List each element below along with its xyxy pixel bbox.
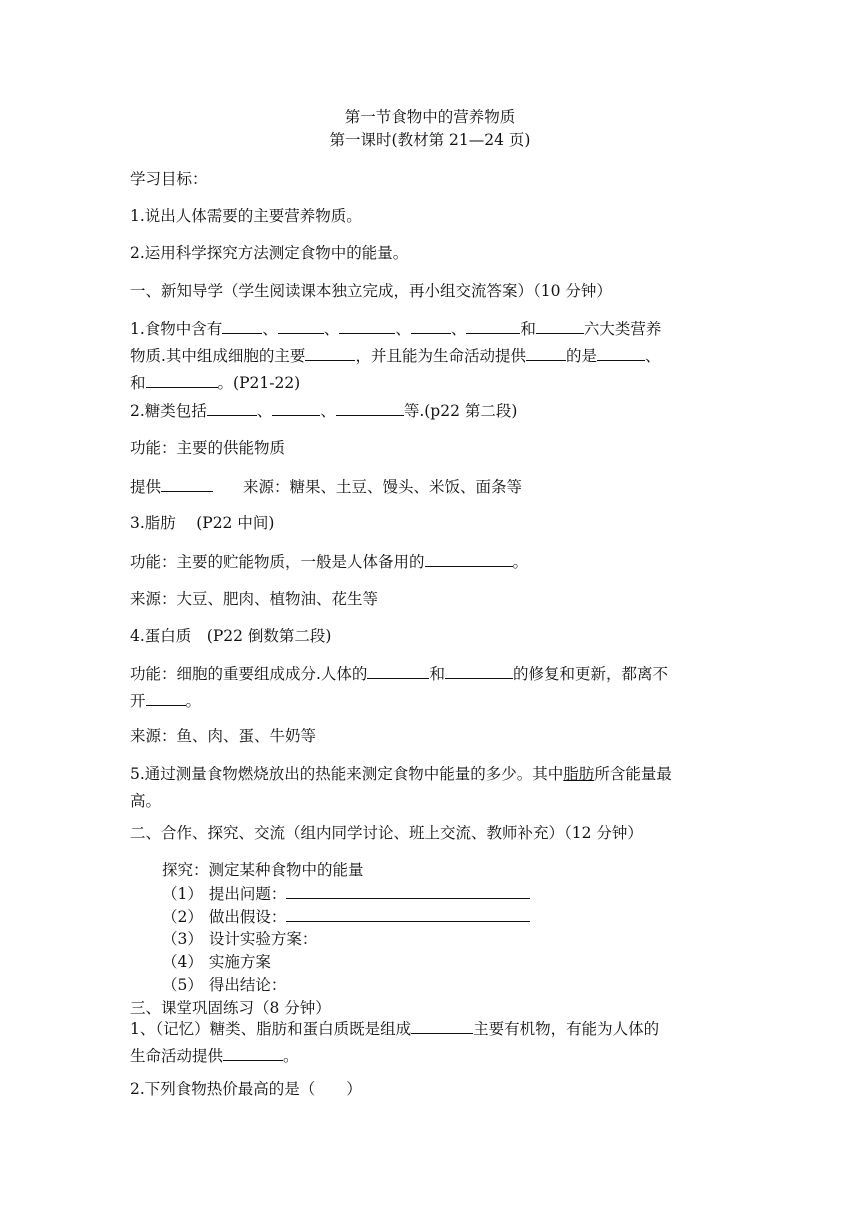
sugar-source: 来源：糖果、土豆、馒头、米饭、面条等 — [243, 478, 523, 496]
sugar-function: 功能：主要的供能物质 — [130, 439, 286, 457]
objective-1: 1.说出人体需要的主要营养物质。 — [130, 207, 362, 225]
answer-blank[interactable] — [411, 1016, 473, 1034]
answer-blank[interactable] — [286, 904, 530, 922]
answer-blank[interactable] — [425, 549, 513, 567]
protein-source: 来源：鱼、肉、蛋、牛奶等 — [130, 727, 317, 745]
answer-blank[interactable] — [286, 881, 530, 899]
explore-step-3: （3） 设计实验方案： — [162, 930, 318, 948]
answer-blank[interactable] — [222, 316, 262, 334]
explore-title: 探究：测定某种食物中的能量 — [162, 861, 364, 879]
explore-step-5: （5） 得出结论： — [162, 976, 287, 994]
answer-blank[interactable] — [272, 398, 320, 416]
question-1-2: 2.糖类包括 、 、 等.(p22 第二段) — [130, 398, 740, 423]
question-1-1: 1.食物中含有 、 、 、 、 和 六大类营养 物质.其中组成细胞的主要 ，并且能为生命活动提供 的是 、 和 。(P21-22) — [130, 316, 740, 397]
explore-step-1: （1） 提出问题： — [162, 881, 772, 906]
practice-question-1: 1、（记忆）糖类、脂肪和蛋白质既是组成 主要有机物，有能为人体的 生命活动提供 。 — [130, 1016, 740, 1070]
answer-blank[interactable] — [278, 316, 324, 334]
explore-step-2: （2） 做出假设： — [162, 904, 772, 929]
objectives-heading: 学习目标： — [130, 170, 208, 188]
answer-blank[interactable] — [367, 661, 429, 679]
section2-heading: 二、合作、探究、交流（组内同学讨论、班上交流、教师补充）（12 分钟） — [130, 824, 643, 842]
answer-blank[interactable] — [339, 316, 395, 334]
answer-blank[interactable] — [336, 398, 404, 416]
answer-blank[interactable] — [466, 316, 520, 334]
sugar-provide-row: 提供 来源：糖果、土豆、馒头、米饭、面条等 — [130, 474, 740, 499]
page-title: 第一节食物中的营养物质 — [344, 108, 516, 126]
objective-2: 2.运用科学探究方法测定食物中的能量。 — [130, 244, 409, 262]
protein-heading: 4.蛋白质 (P22 倒数第二段) — [130, 627, 332, 645]
energy-note: 5.通过测量食物燃烧放出的热能来测定食物中能量的多少。其中脂肪所含能量最 高。 — [130, 765, 672, 810]
practice-question-2: 2.下列食物热价最高的是（ ） — [130, 1080, 362, 1098]
answer-blank[interactable] — [146, 370, 218, 388]
explore-step-4: （4） 实施方案 — [162, 953, 271, 971]
answer-blank[interactable] — [597, 343, 645, 361]
answer-blank[interactable] — [305, 343, 355, 361]
answer-blank[interactable] — [223, 1043, 283, 1061]
answer-blank[interactable] — [411, 316, 451, 334]
answer-blank[interactable] — [526, 343, 566, 361]
protein-function: 功能：细胞的重要组成成分.人体的 和 的修复和更新，都离不 开 。 — [130, 661, 740, 715]
fat-source: 来源：大豆、肥肉、植物油、花生等 — [130, 590, 379, 608]
section1-heading: 一、新知导学（学生阅读课本独立完成，再小组交流答案）（10 分钟） — [130, 282, 612, 300]
answer-blank[interactable] — [536, 316, 584, 334]
answer-blank[interactable] — [445, 661, 513, 679]
answer-blank[interactable] — [146, 688, 186, 706]
fat-heading: 3.脂肪 (P22 中间) — [130, 514, 275, 532]
section3-heading: 三、课堂巩固练习（8 分钟） — [130, 999, 331, 1017]
answer-blank[interactable] — [161, 474, 213, 492]
page-subtitle: 第一课时(教材第 21—24 页) — [329, 131, 531, 149]
fat-function: 功能：主要的贮能物质，一般是人体备用的 。 — [130, 549, 740, 574]
answer-blank[interactable] — [207, 398, 257, 416]
